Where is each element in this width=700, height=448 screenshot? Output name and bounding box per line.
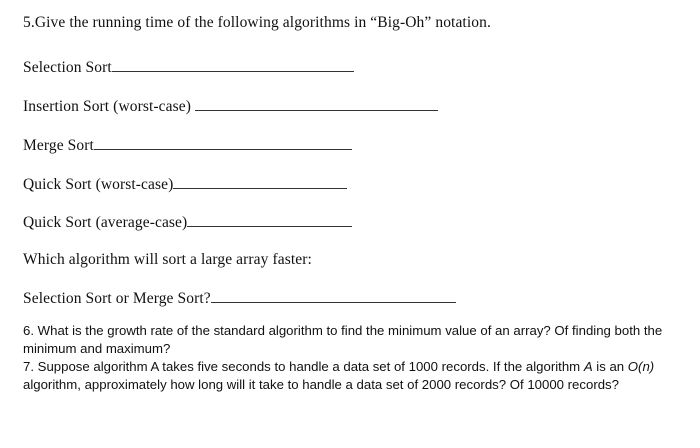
answer-line-selection-or-merge: [23, 288, 456, 308]
question-5-title: 5.Give the running time of the following algorithms in “Big-Oh” notation.: [23, 14, 491, 31]
answer-line-insertion-sort: [23, 96, 438, 116]
q7-italic-a: A: [583, 359, 593, 374]
answer-blank[interactable]: [173, 174, 347, 189]
item-label: Quick Sort (average-case): [23, 214, 188, 231]
item-label: Selection Sort or Merge Sort?: [23, 290, 211, 307]
item-label: Quick Sort (worst-case): [23, 176, 174, 193]
answer-line-quick-sort-worst: [23, 174, 347, 194]
answer-blank[interactable]: [94, 135, 352, 150]
q7-part2: is an: [592, 359, 628, 374]
answer-line-quick-sort-average: [23, 212, 352, 232]
item-label: Selection Sort: [23, 59, 112, 76]
q7-part1: 7. Suppose algorithm A takes five seconds to handle a data set of 1000 records. If the algorithm: [23, 359, 584, 374]
question-6-text: 6. What is the growth rate of the standard algorithm to find the minimum value of an array? Of finding both the minimum and maximum?: [23, 323, 663, 356]
answer-blank[interactable]: [195, 96, 438, 111]
answer-blank[interactable]: [112, 57, 354, 72]
item-label: Insertion Sort (worst-case): [23, 98, 191, 115]
q7-part3: algorithm, approximately how long will it take to handle a data set of 2000 records? Of 10000 records?: [23, 376, 619, 392]
answer-blank[interactable]: [211, 288, 456, 303]
question-7-text: [23, 358, 673, 393]
item-label: Merge Sort: [23, 137, 94, 154]
q7-italic-on: O(n): [627, 359, 655, 374]
answer-blank[interactable]: [187, 212, 352, 227]
answer-line-selection-sort: [23, 57, 354, 77]
answer-line-merge-sort: [23, 135, 352, 155]
subquestion-text: Which algorithm will sort a large array faster:: [23, 251, 312, 268]
